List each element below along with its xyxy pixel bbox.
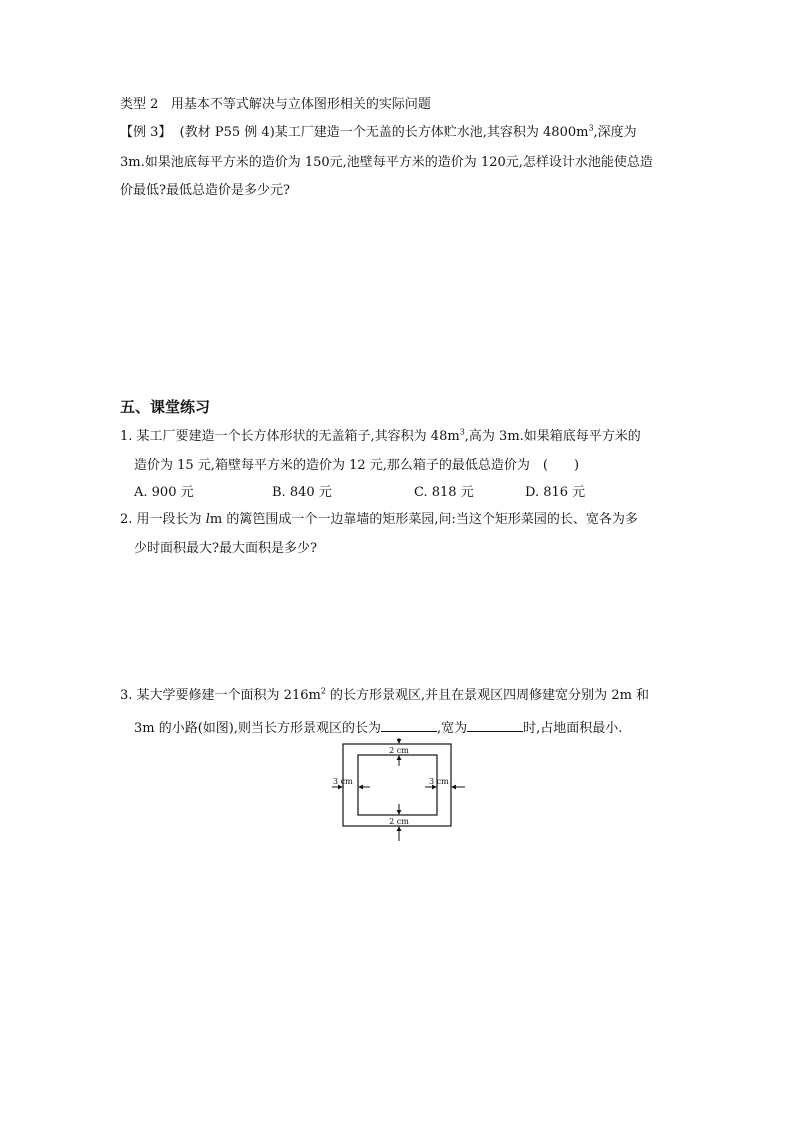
q1-line2: 造价为 15 元,箱壁每平方米的造价为 12 元,那么箱子的最低总造价为 ( ) [134, 458, 580, 473]
q1-option-b[interactable]: B. 840 元 [272, 485, 332, 500]
example3-line3: 价最低?最低总造价是多少元? [120, 183, 290, 198]
q3-line2: 3m 的小路(如图),则当长方形景观区的长为 ,宽为 时,占地面积最小. [134, 718, 622, 737]
q1-option-d[interactable]: D. 816 元 [525, 485, 586, 500]
type2-heading [120, 97, 431, 113]
q1-option-c[interactable]: C. 818 元 [414, 485, 474, 500]
q2-line1: 2. 用一段长为 lm 的篱笆围成一个一边靠墙的矩形菜园,问:当这个矩形菜园的长、宽各为多 [120, 512, 638, 527]
q3-line1: 3. 某大学要修建一个面积为 $216m^2$ 的长方形景观区,并且在景观区四周修建宽分别为 2m 和 [120, 686, 650, 703]
label-right: 3 cm [429, 777, 449, 786]
label-top: 2 cm [389, 746, 409, 755]
q2-line2: 少时面积最大?最大面积是多少? [134, 541, 317, 556]
inner-rectangle [358, 755, 437, 815]
landscape-area-figure [330, 738, 470, 842]
label-left: 3 cm [333, 777, 353, 786]
q2-number: 2. [120, 512, 133, 527]
example3-line1: 【例 3】 (教材 P55 例 4)某工厂建造一个无盖的长方体贮水池,其容积为 $4800m^3$,深度为 [120, 123, 637, 140]
q1-line1: 1. 某工厂要建造一个长方体形状的无盖箱子,其容积为 $48m^3$,高为 3m.如果箱底每平方米的 [120, 427, 641, 444]
q1-option-a[interactable]: A. 900 元 [134, 485, 194, 500]
answer-blank-length[interactable] [381, 718, 437, 732]
answer-blank-width[interactable] [467, 718, 523, 732]
q1-number: 1. [120, 429, 133, 444]
q3-number: 3. [120, 688, 133, 703]
type2-label: 类型 2 [120, 97, 159, 112]
label-bottom: 2 cm [389, 817, 409, 826]
type2-title: 用基本不等式解决与立体图形相关的实际问题 [170, 97, 431, 112]
example3-line2: 3m.如果池底每平方米的造价为 150元,池壁每平方米的造价为 120元,怎样设计水池能使总造 [120, 155, 653, 170]
section5-heading: 五、课堂练习 [120, 398, 211, 416]
example3-tag: 【例 3】 [120, 125, 172, 140]
